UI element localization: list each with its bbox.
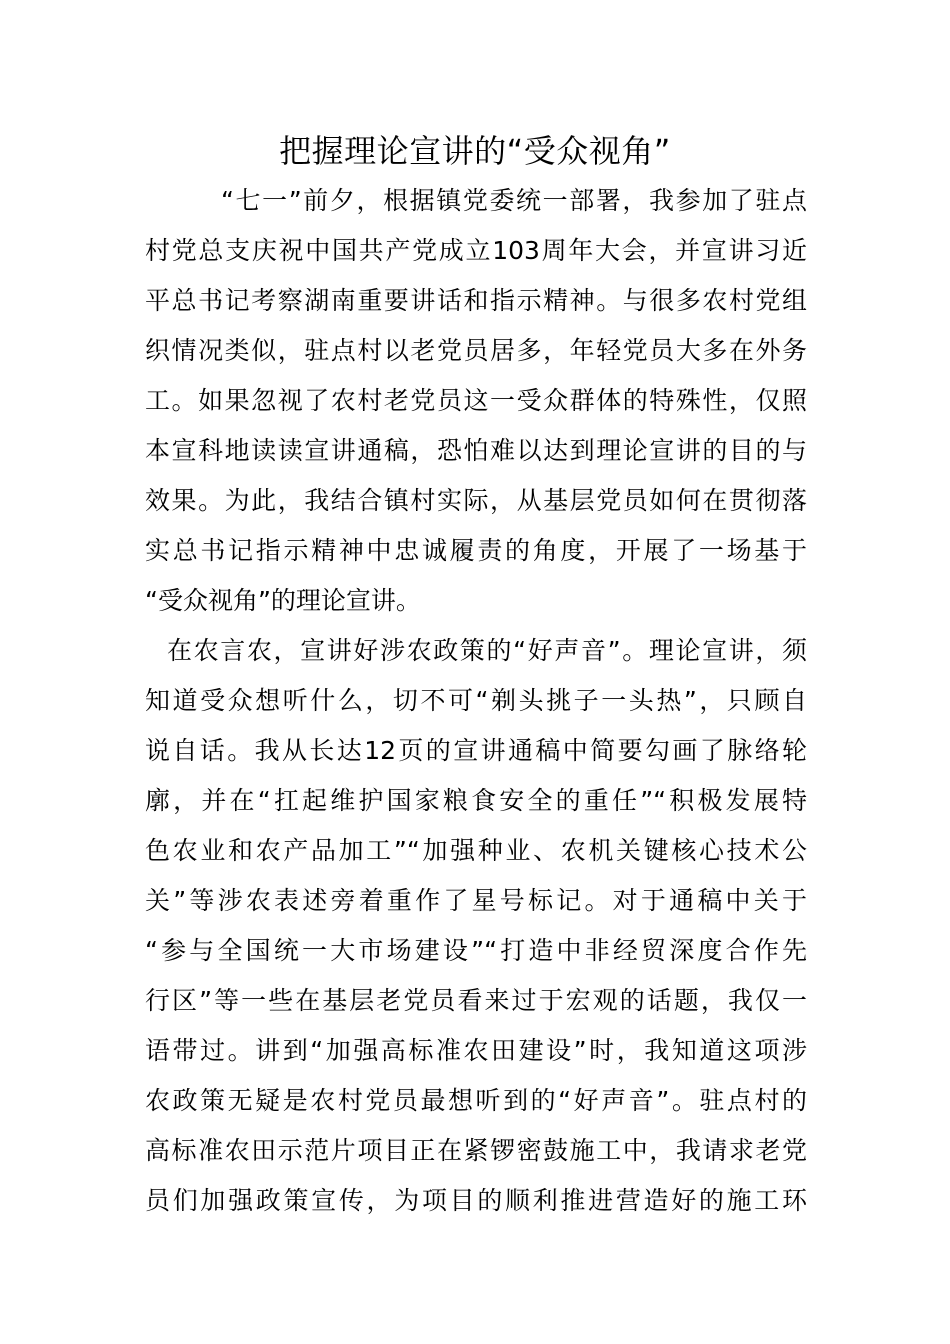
paragraph-line: “七一”前夕，根据镇党委统一部署，我参加了驻点 [221,186,807,215]
paragraph-line: 员们加强政策宣传，为项目的顺利推进营造好的施工环 [145,1186,807,1215]
paragraph-line: 实总书记指示精神中忠诚履责的角度，开展了一场基于 [145,536,807,565]
paragraph-line: 色农业和农产品加工”“加强种业、农机关键核心技术公 [145,836,807,865]
document-title: 把握理论宣讲的“受众视角” [279,132,671,170]
paragraph-line: 说自话。我从长达12页的宣讲通稿中简要勾画了脉络轮 [145,736,807,765]
paragraph-line: 织情况类似，驻点村以老党员居多，年轻党员大多在外务 [145,336,807,365]
paragraph-line: 廓，并在“扛起维护国家粮食安全的重任”“积极发展特 [145,786,807,815]
paragraph-line: 平总书记考察湖南重要讲话和指示精神。与很多农村党组 [145,286,807,315]
paragraph-line: 关”等涉农表述旁着重作了星号标记。对于通稿中关于 [145,886,807,915]
paragraph-line: “参与全国统一大市场建设”“打造中非经贸深度合作先 [145,936,807,965]
paragraph-line: 知道受众想听什么，切不可“剃头挑子一头热”，只顾自 [145,686,807,715]
paragraph-line: 工。如果忽视了农村老党员这一受众群体的特殊性，仅照 [145,386,807,415]
paragraph-line: 本宣科地读读宣讲通稿，恐怕难以达到理论宣讲的目的与 [145,436,807,465]
paragraph-line: 效果。为此，我结合镇村实际，从基层党员如何在贯彻落 [145,486,807,515]
paragraph-line: 行区”等一些在基层老党员看来过于宏观的话题，我仅一 [145,986,807,1015]
paragraph-line: 高标准农田示范片项目正在紧锣密鼓施工中，我请求老党 [145,1136,807,1165]
paragraph-line: 村党总支庆祝中国共产党成立103周年大会，并宣讲习近 [145,236,807,265]
paragraph-line: 农政策无疑是农村党员最想听到的“好声音”。驻点村的 [145,1086,807,1115]
paragraph-line: 语带过。讲到“加强高标准农田建设”时，我知道这项涉 [145,1036,807,1065]
paragraph-line: “受众视角”的理论宣讲。 [145,586,421,615]
paragraph-line: 在农言农，宣讲好涉农政策的“好声音”。理论宣讲，须 [167,636,807,665]
